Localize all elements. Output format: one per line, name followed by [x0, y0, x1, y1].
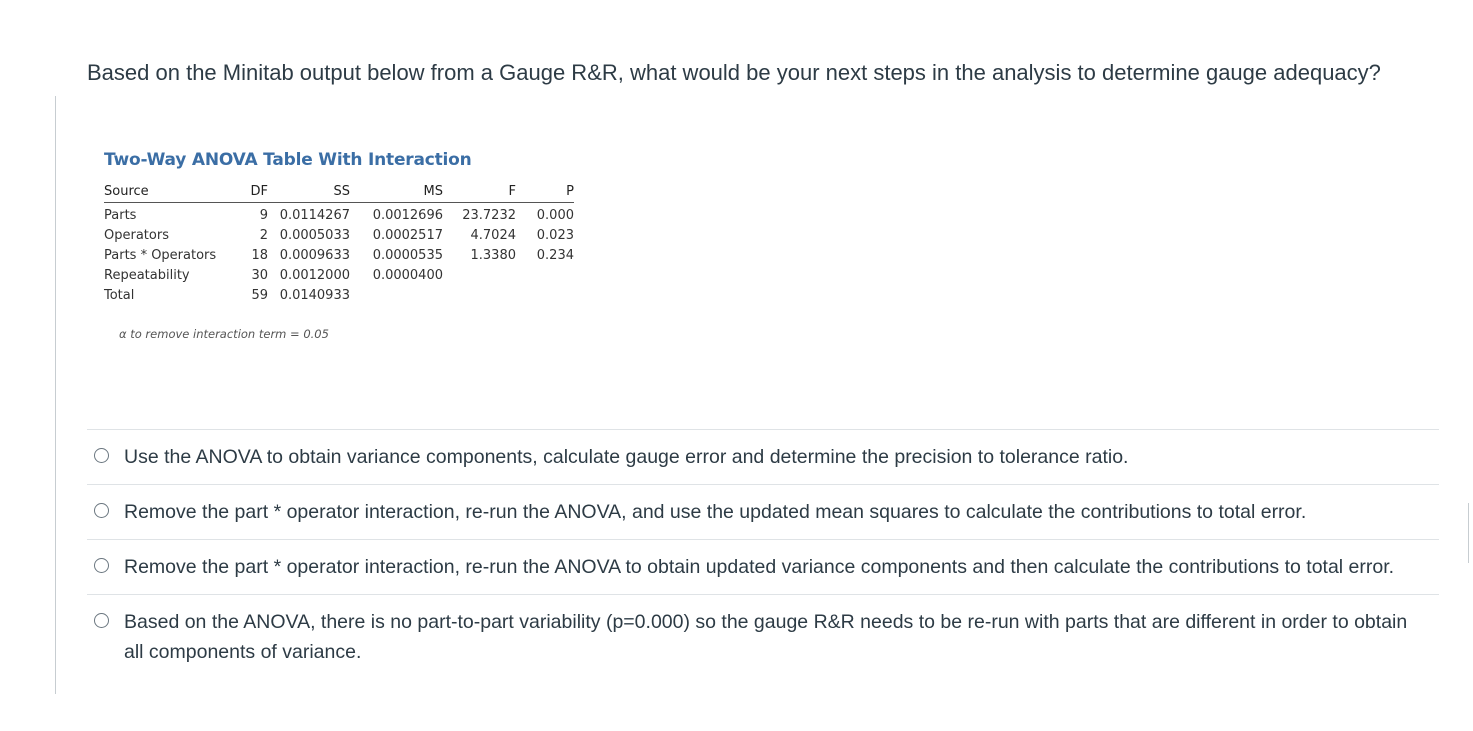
row-ms: 0.0012696	[372, 208, 443, 223]
row-ss: 0.0005033	[279, 228, 350, 243]
row-source: Operators	[104, 228, 169, 243]
anova-note: α to remove interaction term = 0.05	[119, 327, 329, 341]
row-f: 4.7024	[470, 228, 516, 243]
anova-title: Two-Way ANOVA Table With Interaction	[104, 150, 472, 170]
question-text: Based on the Minitab output below from a Gauge R&R, what would be your next steps in the analysis to determine gauge adequacy?	[87, 60, 1381, 85]
answer-label: Based on the ANOVA, there is no part-to-part variability (p=0.000) so the gauge R&R needs to be re-run with parts that are different in order to obtain all components of variance.	[124, 611, 1408, 663]
table-row	[104, 223, 574, 243]
header-ss: SS	[268, 184, 350, 203]
answer-options	[87, 429, 1439, 679]
row-p: 0.234	[536, 248, 574, 263]
row-f: 1.3380	[470, 248, 516, 263]
answer-label: Remove the part * operator interaction, re-run the ANOVA to obtain updated variance components and then calculate the contributions to total error.	[124, 556, 1395, 578]
row-source: Parts * Operators	[104, 248, 217, 263]
right-border	[1468, 503, 1469, 563]
table-row	[104, 263, 574, 283]
row-source: Parts	[104, 208, 137, 223]
radio-button[interactable]	[94, 613, 109, 628]
row-ms: 0.0000400	[372, 268, 443, 283]
row-p: 0.023	[536, 228, 574, 243]
row-ss: 0.0009633	[279, 248, 350, 263]
row-source: Total	[104, 288, 135, 303]
anova-table	[104, 184, 574, 303]
answer-label: Use the ANOVA to obtain variance components, calculate gauge error and determine the precision to tolerance ratio.	[124, 446, 1129, 468]
header-df: DF	[248, 184, 268, 203]
answer-label: Remove the part * operator interaction, re-run the ANOVA, and use the updated mean squares to calculate the contributions to total error.	[124, 501, 1307, 523]
row-df: 2	[259, 228, 268, 243]
row-f: 23.7232	[462, 208, 516, 223]
answer-option-3[interactable]	[87, 539, 1439, 594]
answer-option-4[interactable]	[87, 594, 1439, 679]
row-f	[443, 283, 516, 303]
radio-button[interactable]	[94, 503, 109, 518]
radio-button[interactable]	[94, 448, 109, 463]
anova-header-row	[104, 184, 574, 203]
answer-option-2[interactable]	[87, 484, 1439, 539]
row-p	[516, 263, 574, 283]
header-source: Source	[104, 184, 248, 203]
row-source: Repeatability	[104, 268, 190, 283]
answer-option-1[interactable]	[87, 429, 1439, 484]
table-row	[104, 243, 574, 263]
row-ss: 0.0140933	[279, 288, 350, 303]
row-p	[516, 283, 574, 303]
row-f	[443, 263, 516, 283]
left-border	[55, 96, 56, 694]
row-df: 59	[251, 288, 268, 303]
row-df: 9	[259, 208, 268, 223]
header-p: P	[516, 184, 574, 203]
header-ms: MS	[350, 184, 443, 203]
row-ms: 0.0002517	[372, 228, 443, 243]
header-f: F	[443, 184, 516, 203]
row-p: 0.000	[536, 208, 574, 223]
row-ss: 0.0114267	[279, 208, 350, 223]
anova-image	[104, 150, 624, 341]
table-row	[104, 283, 574, 303]
radio-button[interactable]	[94, 558, 109, 573]
row-ss: 0.0012000	[279, 268, 350, 283]
table-row	[104, 203, 574, 224]
row-df: 18	[251, 248, 268, 263]
row-df: 30	[251, 268, 268, 283]
row-ms	[350, 283, 443, 303]
row-ms: 0.0000535	[372, 248, 443, 263]
